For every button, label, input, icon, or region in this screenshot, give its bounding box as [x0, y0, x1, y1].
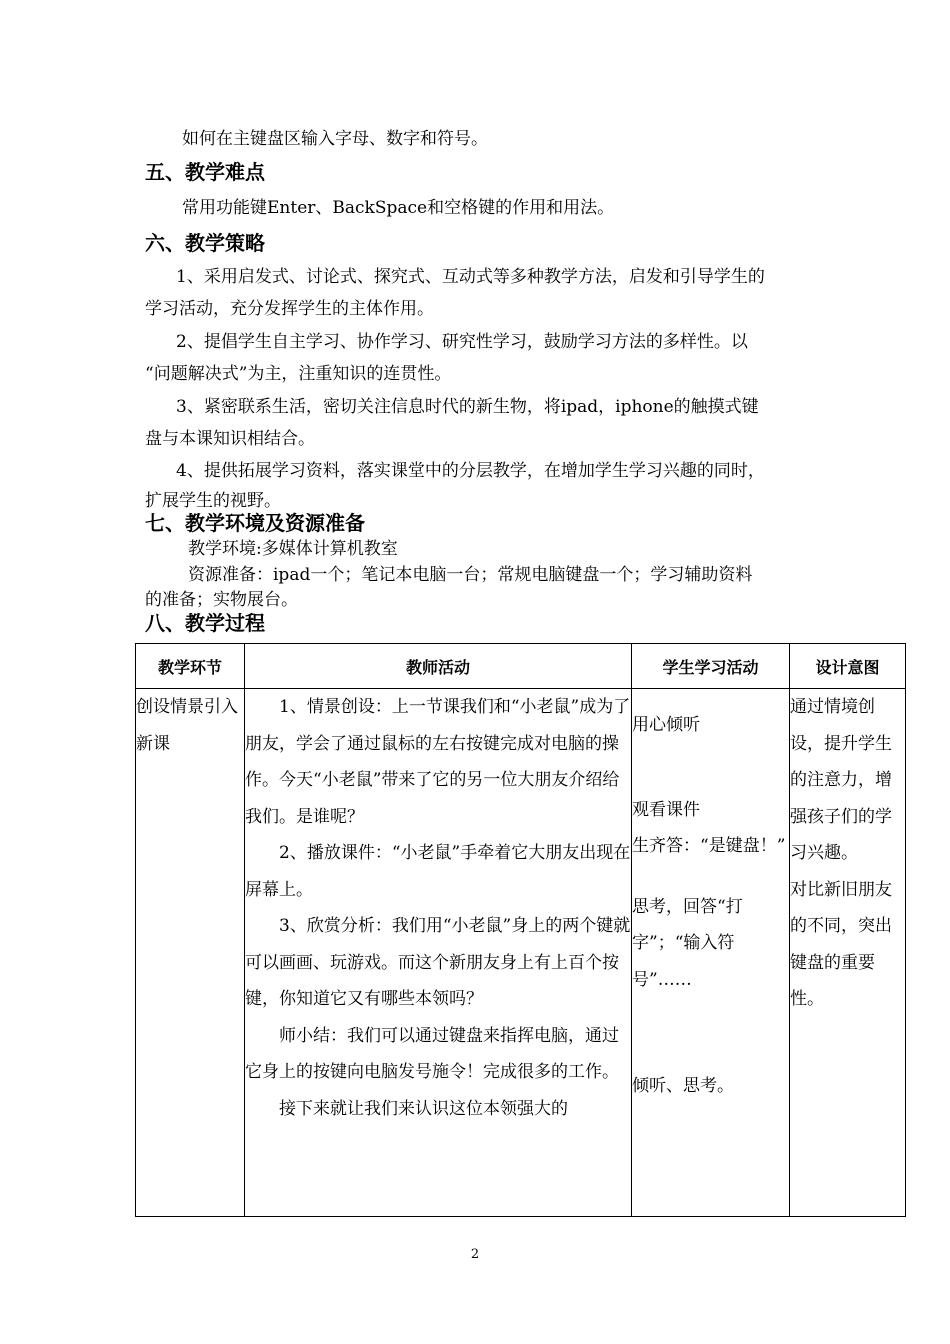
student-cell	[632, 689, 790, 1217]
section7-res-line1: 资源准备：ipad一个；笔记本电脑一台；常规电脑键盘一个；学习辅助资料	[188, 565, 753, 585]
student-activity: 思考，回答“打字”；“输入符号”……	[632, 896, 743, 990]
intro-line: 如何在主键盘区输入字母、数字和符号。	[182, 129, 488, 149]
intent-cell	[790, 689, 906, 1217]
section7-env: 教学环境:多媒体计算机教室	[188, 539, 398, 559]
teacher-paragraph: 师小结：我们可以通过键盘来指挥电脑，通过它身上的按键向电脑发号施令！完成很多的工作。	[245, 1025, 619, 1082]
teacher-cell	[245, 689, 632, 1217]
intent-paragraph: 对比新旧朋友的不同，突出键盘的重要性。	[790, 879, 892, 1009]
student-activity: 生齐答：“是键盘！”	[632, 836, 786, 856]
strategy-1-line1: 1、采用启发式、讨论式、探究式、互动式等多种教学方法，启发和引导学生的	[176, 267, 765, 287]
student-activity: 用心倾听	[632, 715, 700, 735]
header-student: 学生学习活动	[632, 644, 790, 689]
stage-text: 创设情景引入新课	[136, 697, 238, 754]
stage-cell	[136, 689, 245, 1217]
strategy-3-line2: 盘与本课知识相结合。	[145, 429, 315, 449]
section7-heading: 七、教学环境及资源准备	[145, 511, 365, 535]
table-row	[136, 689, 906, 1217]
student-activity: 倾听、思考。	[632, 1076, 734, 1096]
header-teacher: 教师活动	[245, 644, 632, 689]
section7-res-line2: 的准备；实物展台。	[145, 590, 298, 610]
section5-text: 常用功能键Enter、BackSpace和空格键的作用和用法。	[182, 198, 615, 218]
teacher-paragraph: 接下来就让我们来认识这位本领强大的	[279, 1098, 568, 1119]
strategy-2-line1: 2、提倡学生自主学习、协作学习、研究性学习，鼓励学习方法的多样性。以	[176, 332, 748, 352]
table-header-row	[136, 644, 906, 689]
section5-heading: 五、教学难点	[145, 160, 265, 184]
strategy-1-line2: 学习活动，充分发挥学生的主体作用。	[145, 299, 434, 319]
strategy-4-line1: 4、提供拓展学习资料，落实课堂中的分层教学，在增加学生学习兴趣的同时，	[176, 461, 765, 481]
header-intent: 设计意图	[790, 644, 906, 689]
intent-paragraph: 通过情境创设，提升学生的注意力，增强孩子们的学习兴趣。	[790, 697, 892, 863]
student-activity: 观看课件	[632, 799, 700, 820]
teacher-paragraph: 3、欣赏分析：我们用“小老鼠”身上的两个键就可以画画、玩游戏。而这个新朋友身上有上百个按键，你知道它又有哪些本领吗？	[245, 916, 631, 1009]
teaching-process-table	[135, 643, 906, 1217]
teacher-paragraph: 1、情景创设：上一节课我们和“小老鼠”成为了朋友，学会了通过鼠标的左右按键完成对电脑的操作。今天“小老鼠”带来了它的另一位大朋友介绍给我们。是谁呢？	[245, 697, 631, 827]
section8-heading: 八、教学过程	[145, 611, 265, 635]
strategy-3-line1: 3、紧密联系生活，密切关注信息时代的新生物，将ipad，iphone的触摸式键	[176, 397, 759, 417]
strategy-4-line2: 扩展学生的视野。	[145, 491, 281, 511]
header-stage: 教学环节	[136, 644, 245, 689]
teacher-paragraph: 2、播放课件：“小老鼠”手牵着它大朋友出现在屏幕上。	[245, 843, 631, 900]
page-number: 2	[470, 1247, 480, 1262]
section6-heading: 六、教学策略	[145, 231, 265, 255]
strategy-2-line2: “问题解决式”为主，注重知识的连贯性。	[145, 364, 452, 384]
